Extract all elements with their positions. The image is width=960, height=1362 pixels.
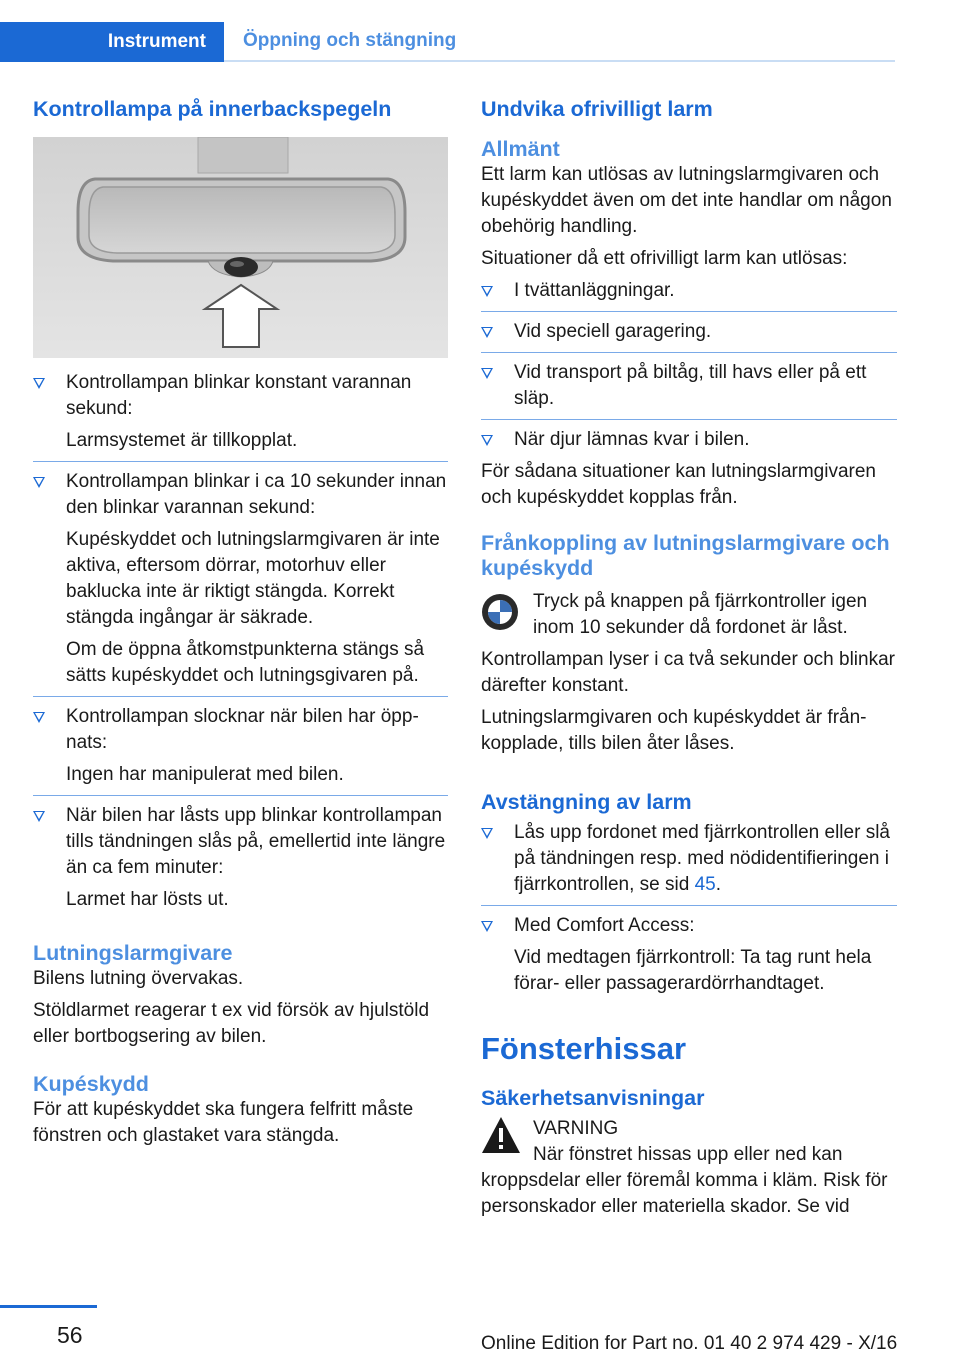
paragraph: För sådana situationer kan lutningslarmgivaren och kupéskyddet kopplas från. xyxy=(481,461,876,508)
list-item-text: . xyxy=(715,874,721,895)
list-item xyxy=(481,427,897,453)
divider xyxy=(481,311,897,312)
divider xyxy=(33,795,448,796)
paragraph: Stöldlarmet reagerar t ex vid försök av hjulstöld eller bortbogsering av bilen. xyxy=(33,1000,430,1047)
triangle-bullet-icon xyxy=(33,477,45,488)
section-heading-cabin-protection: Kupéskydd xyxy=(33,1072,149,1096)
indicator-list xyxy=(33,370,448,913)
triangle-bullet-icon xyxy=(33,811,45,822)
tab-opening-closing-label: Öppning och stängning xyxy=(243,30,457,51)
list-item-text: Kontrollampan blinkar i ca 10 sekunder innan den blinkar varannan sekund: xyxy=(66,471,447,518)
list-item xyxy=(481,278,897,304)
paragraph: Lutningslarmgivaren och kupéskyddet är frånkopplade, tills bilen åter låses. xyxy=(481,707,867,754)
list-item xyxy=(33,803,448,913)
triangle-bullet-icon xyxy=(481,286,493,297)
section-heading-general: Allmänt xyxy=(481,137,560,161)
warning-triangle-icon xyxy=(481,1116,521,1159)
divider xyxy=(33,696,448,697)
section-heading-alarm-off: Avstängning av larm xyxy=(481,790,692,814)
tab-instrument[interactable] xyxy=(0,22,224,62)
list-item-text: När djur lämnas kvar i bilen. xyxy=(514,429,750,450)
header-tabs xyxy=(0,22,895,62)
mirror-photo xyxy=(33,137,448,358)
situation-list xyxy=(481,278,897,453)
triangle-bullet-icon xyxy=(481,828,493,839)
left-column xyxy=(33,96,448,1149)
paragraph: För att kupéskyddet ska fungera felfritt måste fönstren och glastaket vara stängda. xyxy=(33,1099,414,1146)
tab-opening-closing[interactable] xyxy=(224,22,895,62)
paragraph: Situationer då ett ofrivilligt larm kan utlösas: xyxy=(481,248,848,269)
paragraph: Kontrollampan lyser i ca två sekunder och blinkar därefter konstant. xyxy=(481,649,895,696)
remote-instruction xyxy=(481,589,897,641)
triangle-bullet-icon xyxy=(33,712,45,723)
list-item-text: Vid transport på biltåg, till havs eller på ett släp. xyxy=(514,362,867,409)
paragraph: Bilens lutning övervakas. xyxy=(33,968,244,989)
tab-instrument-label: Instrument xyxy=(107,31,206,52)
divider xyxy=(481,352,897,353)
rear-view-mirror-illustration xyxy=(33,137,448,358)
edition-text: Online Edition for Part no. 01 40 2 974 429 - X/16 xyxy=(481,1333,898,1354)
divider xyxy=(481,419,897,420)
list-item xyxy=(481,913,897,997)
alarm-off-list xyxy=(481,820,897,997)
paragraph: Tryck på knappen på fjärrkontroller igen inom 10 sekunder då fordonet är låst. xyxy=(533,591,868,638)
list-item-subtext: Larmsystemet är tillkopplat. xyxy=(66,430,298,451)
bmw-key-icon xyxy=(481,593,519,636)
list-item xyxy=(33,370,448,454)
triangle-bullet-icon xyxy=(33,378,45,389)
triangle-bullet-icon xyxy=(481,435,493,446)
list-item xyxy=(33,704,448,788)
section-heading-disconnect: Frånkoppling av lutningslarmgivare och kupéskydd xyxy=(481,531,890,580)
list-item xyxy=(33,469,448,689)
list-item-subtext: Ingen har manipulerat med bilen. xyxy=(66,764,344,785)
paragraph: När fönstret hissas upp eller ned kan xyxy=(533,1144,843,1165)
list-item-text: Vid speciell garagering. xyxy=(514,321,712,342)
paragraph: Ett larm kan utlösas av lutningslarmgivaren och kupéskyddet även om det inte handlar om någon obehörig handling. xyxy=(481,164,892,237)
list-item xyxy=(481,820,897,898)
list-item-subtext: Vid medtagen fjärrkontroll: Ta tag runt hela förar- eller passagerardörrhandtaget. xyxy=(514,947,872,994)
page-link[interactable]: 45 xyxy=(694,874,716,895)
divider xyxy=(33,461,448,462)
section-heading-safety: Säkerhetsanvisningar xyxy=(481,1086,705,1110)
list-item xyxy=(481,319,897,345)
footer-rule xyxy=(0,1305,97,1308)
page-number: 56 xyxy=(57,1322,83,1348)
list-item-subtext: Om de öppna åtkomstpunkterna stängs så sätts kupéskyddet och lutningsgivaren på. xyxy=(66,639,425,686)
list-item-subtext: Larmet har lösts ut. xyxy=(66,889,229,910)
warning-label: VARNING xyxy=(533,1118,619,1139)
list-item-text: Kontrollampan slocknar när bilen har öppnats: xyxy=(66,706,419,753)
list-item-text: När bilen har låsts upp blinkar kontrollampan tills tändningen slås på, emellertid inte längre än ca fem minuter: xyxy=(66,805,446,878)
triangle-bullet-icon xyxy=(481,327,493,338)
triangle-bullet-icon xyxy=(481,368,493,379)
section-heading-tilt-sensor: Lutningslarmgivare xyxy=(33,941,233,965)
right-column xyxy=(481,96,897,1220)
list-item-subtext: Kupéskyddet och lutningslarmgivaren är inte aktiva, eftersom dörrar, motorhuv eller baklucka inte är riktigt stängda. Korrekt stängda ingångar är säkrade. xyxy=(66,529,440,628)
divider xyxy=(481,905,897,906)
list-item-text: Med Comfort Access: xyxy=(514,915,695,936)
warning-block xyxy=(481,1116,897,1168)
section-heading-avoid-alarm: Undvika ofrivilligt larm xyxy=(481,97,713,121)
chapter-heading-windows: Fönsterhissar xyxy=(481,1031,687,1066)
list-item-text: I tvättanläggningar. xyxy=(514,280,675,301)
list-item-text: Kontrollampan blinkar konstant varannan sekund: xyxy=(66,372,412,419)
list-item-text: Lås upp fordonet med fjärrkontrollen eller slå på tändningen resp. med nödidentifieringen i fjärrkontrollen, se sid xyxy=(514,822,890,895)
paragraph: kroppsdelar eller föremål komma i kläm. Risk för personskador eller materiella skador. Se vid xyxy=(481,1170,888,1217)
triangle-bullet-icon xyxy=(481,921,493,932)
list-item xyxy=(481,360,897,412)
section-heading-indicator-lamp: Kontrollampa på innerbackspegeln xyxy=(33,97,392,121)
